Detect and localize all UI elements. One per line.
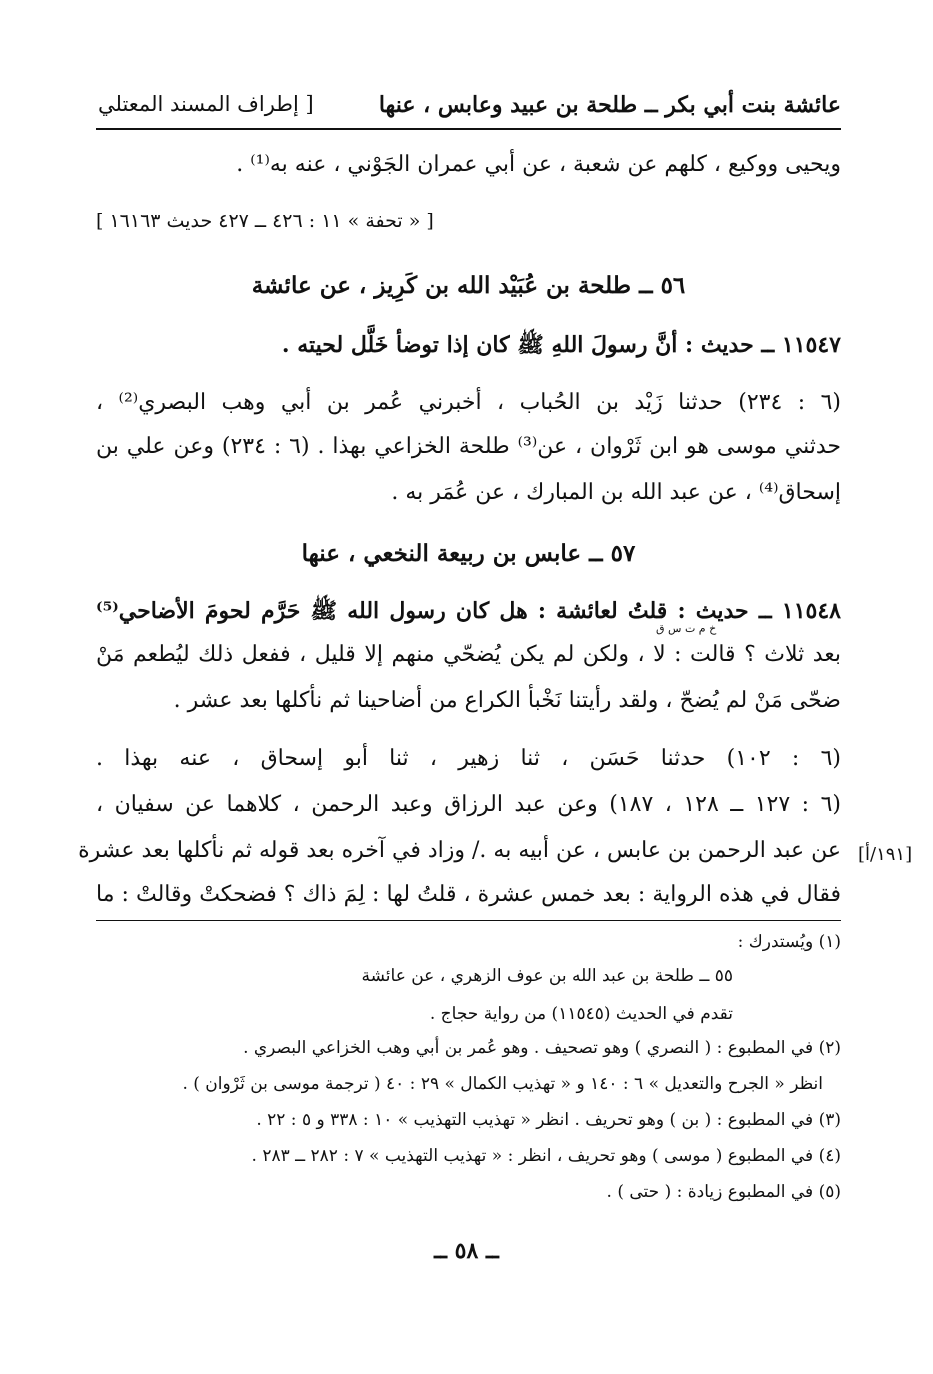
- text-line: ويحيى ووكيع ، كلهم عن شعبة ، عن أبي عمران الجَوْني ، عنه به⁽¹⁾ .: [236, 152, 841, 177]
- tuhfa-reference: [ « تحفة » ١١ : ٤٢٦ ــ ٤٢٧ حديث ١٦١٦٣ ]: [96, 210, 434, 232]
- footnote-2-line: انظر « الجرح والتعديل » ٦ : ١٤٠ و « تهذيب الكمال » ٢٩ : ٤٠ ( ترجمة موسى بن ثَرْوان ) .: [182, 1074, 823, 1094]
- hadith-11547: ١١٥٤٧ ــ حديث : أنَّ رسولَ اللهِ ﷺ كان إذا توضأ خَلَّل لحيته .: [281, 332, 841, 358]
- hadith-11548: ١١٥٤٨ ــ حديث : قلتُ لعائشة : هل كان رسول الله ﷺ حَرَّم لحومَ الأضاحي⁽⁵⁾: [96, 598, 841, 624]
- footnote-3: (٣) في المطبوع : ( بن ) وهو تحريف . انظر « تهذيب التهذيب » ١٠ : ٣٣٨ و ٥ : ٢٢ .: [256, 1110, 841, 1130]
- text-line: (٦ : ٢٣٤) حدثنا زَيْد بن الحُباب ، أخبرني عُمر بن أبي وهب البصري⁽²⁾ ،: [96, 390, 842, 415]
- footnote-1: (١) ويُستدرك :: [737, 932, 841, 952]
- running-header-book: [ إطراف المسند المعتلي: [98, 92, 314, 116]
- text-line: حدثني موسى هو ابن ثَرْوان ، عن⁽³⁾ طلحة الخزاعي بهذا . (٦ : ٢٣٤) وعن علي بن: [96, 434, 841, 459]
- footnote-2: (٢) في المطبوع : ( النصري ) وهو تصحيف . وهو عُمر بن أبي وهب الخزاعي البصري .: [243, 1038, 841, 1058]
- section-heading-57: ٥٧ ــ عابس بن ربيعة النخعي ، عنها: [301, 540, 636, 567]
- footnote-5: (٥) في المطبوع زيادة : ( حتى ) .: [606, 1182, 841, 1202]
- text-line: عن عبد الرحمن بن عابس ، عن أبيه به ./ وزاد في آخره بعد قوله ثم نأكلها بعد عشرة: [78, 838, 841, 863]
- folio-margin-note: [١٩١/أ]: [858, 844, 913, 865]
- footnote-rule: [96, 920, 841, 921]
- footnote-4: (٤) في المطبوع ( موسى ) وهو تحريف ، انظر : « تهذيب التهذيب » ٧ : ٢٨٢ ــ ٢٨٣ .: [251, 1146, 841, 1166]
- page-number: ــ ٥٨ ــ: [434, 1238, 499, 1264]
- section-heading-56: ٥٦ ــ طلحة بن عُبَيْد الله بن كَرِيز ، عن عائشة: [251, 272, 686, 299]
- text-line: (٦ : ١٢٧ ــ ١٢٨ ، ١٨٧) وعن عبد الرزاق وعبد الرحمن ، كلاهما عن سفيان ،: [96, 792, 841, 817]
- text-line: بعد ثلاث ؟ قالت : لا ، ولكن لم يكن يُضحّي منهم إلا قليل ، ففعل ذلك ليُطعم مَنْ: [96, 642, 841, 667]
- running-header-title: عائشة بنت أبي بكر ــ طلحة بن عبيد وعابس ، عنها: [378, 92, 841, 118]
- footnote-1-line: ٥٥ ــ طلحة بن عبد الله بن عوف الزهري ، عن عائشة: [361, 966, 733, 986]
- text-line: فقال في هذه الرواية : بعد خمس عشرة ، قلتُ لها : لِمَ ذاك ؟ فضحكتْ وقالتْ : ما: [96, 882, 841, 907]
- text-line: ضحّى مَنْ لم يُضحّ ، ولقد رأيتنا نَخْبأ الكراع من أضاحينا ثم نأكلها بعد عشر .: [173, 688, 841, 713]
- header-rule: [96, 128, 841, 130]
- text-line: (٦ : ١٠٢) حدثنا حَسَن ، ثنا زهير ، ثنا أبو إسحاق ، عنه بهذا .: [96, 746, 841, 771]
- sources-siglum: خ م ت س ق: [656, 622, 717, 635]
- footnote-1-line: تقدم في الحديث (١١٥٤٥) من رواية حجاج .: [429, 1004, 733, 1024]
- text-line: إسحاق⁽⁴⁾ ، عن عبد الله بن المبارك ، عن عُمَر به .: [391, 480, 841, 505]
